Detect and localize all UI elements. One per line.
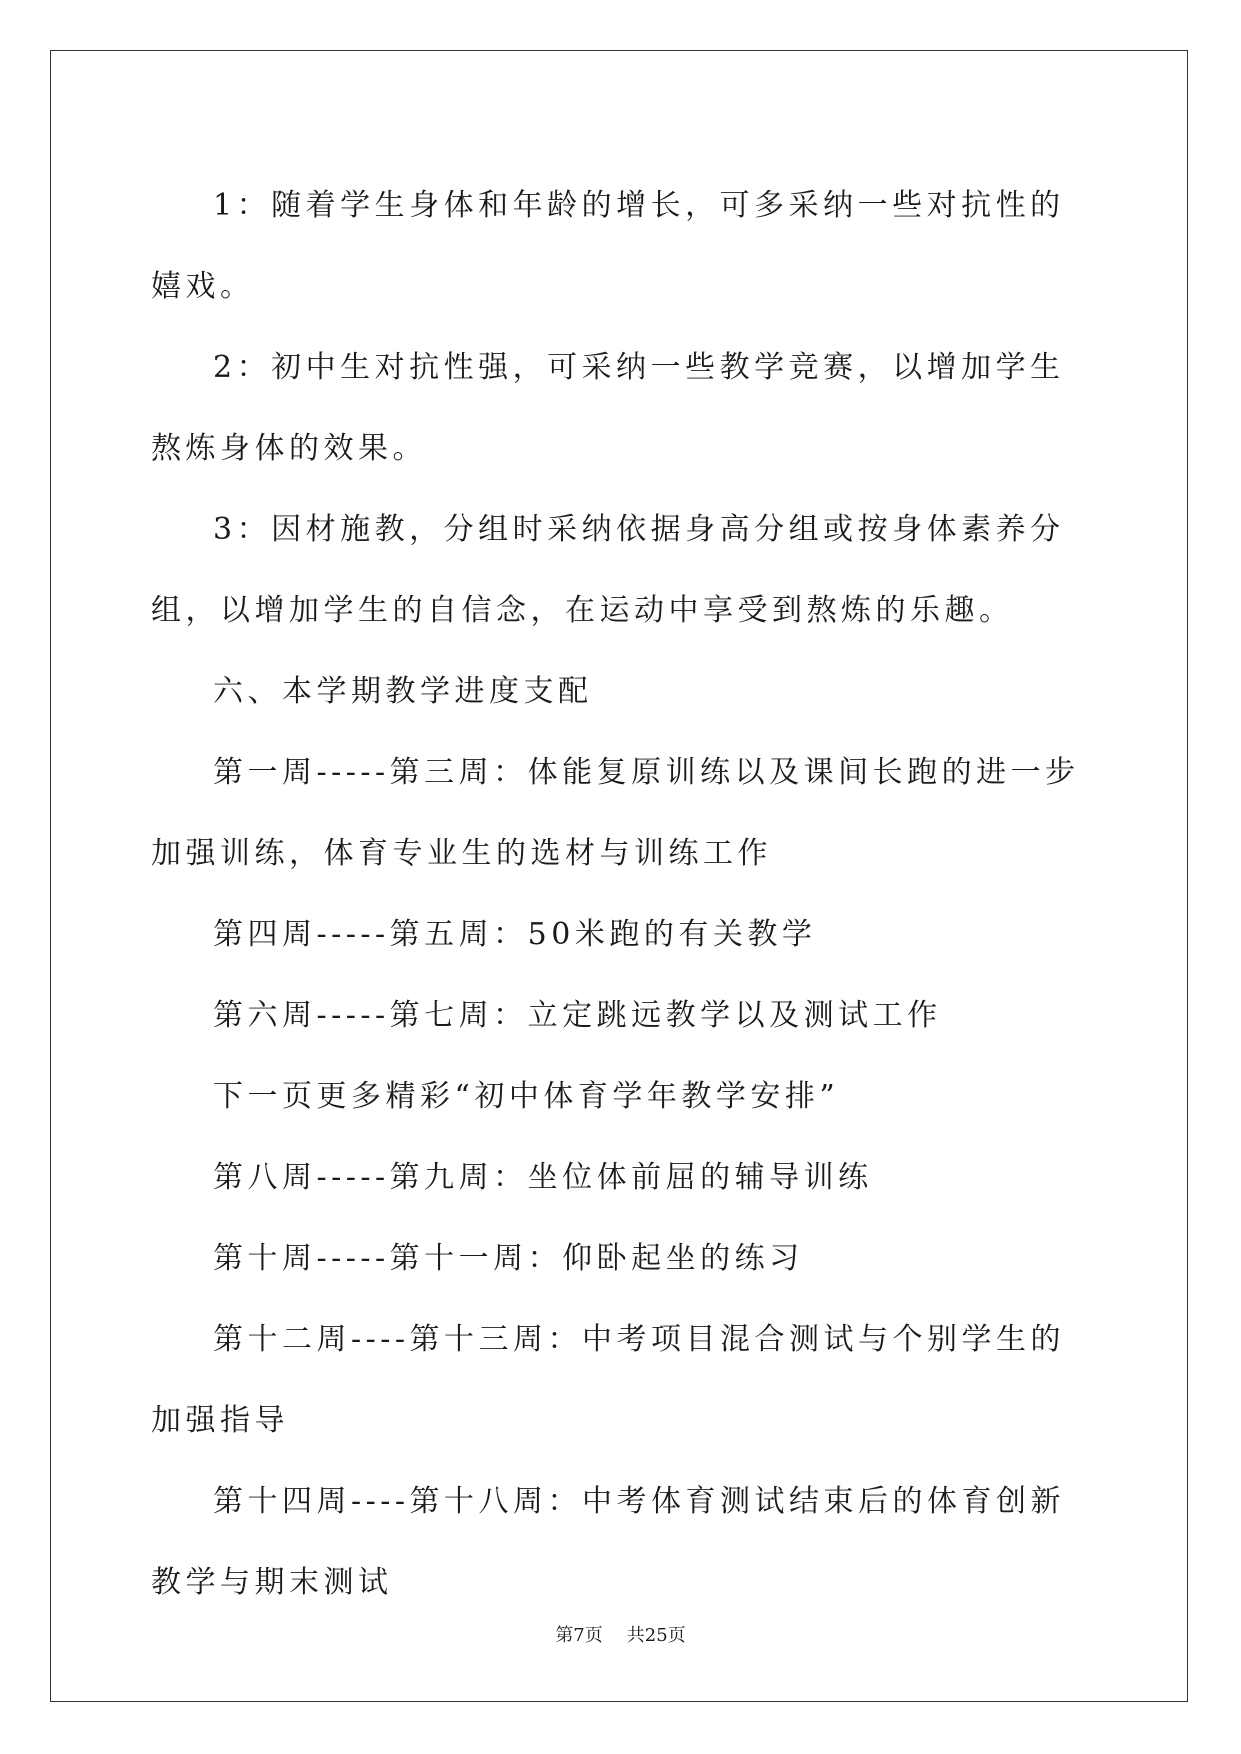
paragraph: 3：因材施教，分组时采纳依据身高分组或按身体素养分组，以增加学生的自信念，在运动中享受到熬炼的乐趣。: [151, 512, 1065, 628]
document-body: [151, 165, 1087, 1623]
schedule-item: 第一周-----第三周：体能复原训练以及课间长跑的进一步加强训练，体育专业生的选材与训练工作: [151, 755, 1080, 871]
paragraph: 2：初中生对抗性强，可采纳一些教学竞赛，以增加学生熬炼身体的效果。: [151, 350, 1065, 466]
schedule-item: 第四周-----第五周：50米跑的有关教学: [213, 917, 817, 952]
schedule-item: 第十四周----第十八周：中考体育测试结束后的体育创新教学与期末测试: [151, 1484, 1066, 1600]
schedule-item: 第十二周----第十三周：中考项目混合测试与个别学生的加强指导: [151, 1322, 1066, 1438]
page-total: 共25页: [626, 1625, 686, 1646]
next-page-link[interactable]: 下一页更多精彩“初中体育学年教学安排”: [213, 1079, 840, 1114]
section-heading: 六、本学期教学进度支配: [213, 674, 593, 709]
page-number: 第7页: [555, 1625, 603, 1646]
paragraph: 1：随着学生身体和年龄的增长，可多采纳一些对抗性的嬉戏。: [151, 188, 1065, 304]
schedule-item: 第十周-----第十一周：仰卧起坐的练习: [213, 1241, 804, 1276]
schedule-item: 第八周-----第九周：坐位体前屈的辅导训练: [213, 1160, 873, 1195]
schedule-item: 第六周-----第七周：立定跳远教学以及测试工作: [213, 998, 942, 1033]
page-footer: [0, 1621, 1241, 1647]
